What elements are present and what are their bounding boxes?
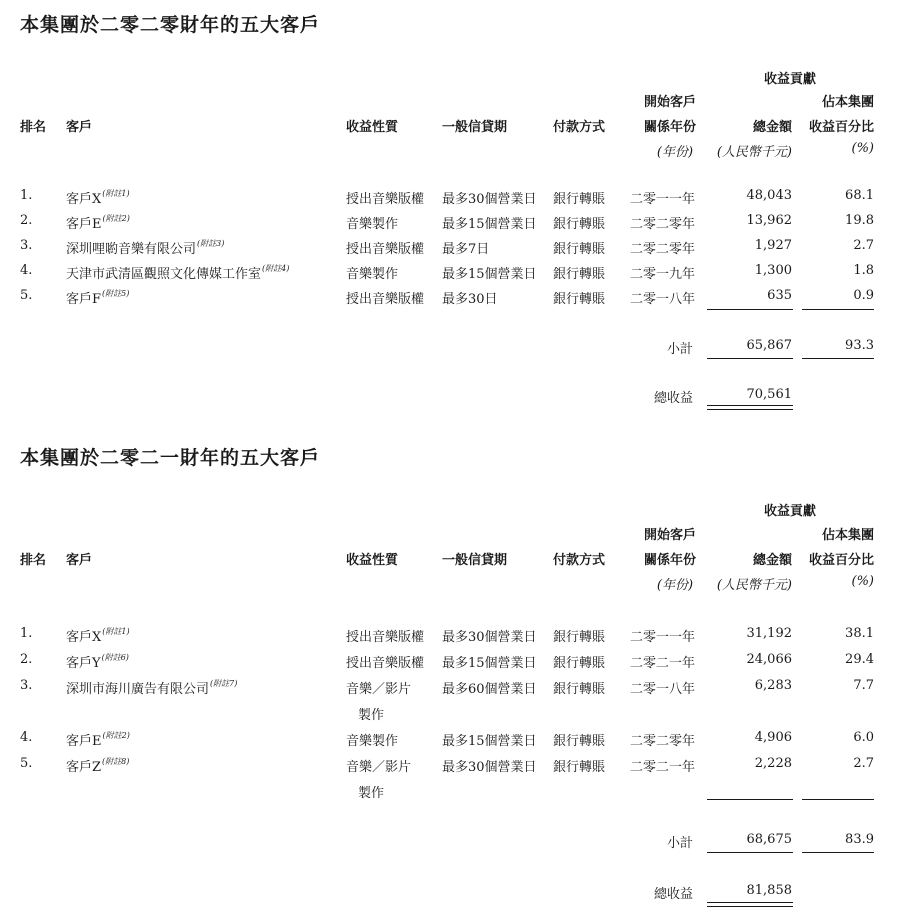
nature-cell: 授出音樂版權 [346, 630, 425, 645]
start-year-unit: (年份) [656, 145, 694, 160]
pct-cell: 68.1 [845, 188, 874, 203]
nature-cell: 音樂／影片 [346, 760, 412, 775]
subtotal-label: 小計 [666, 342, 693, 357]
credit-cell: 最多15個營業日 [442, 217, 537, 232]
nature-cell-line2: 製作 [358, 708, 385, 723]
amount-cell: 31,192 [746, 626, 792, 641]
year-cell: 二零二零年 [630, 217, 696, 232]
customer-cell: 客戶X$^{(附註1)}$ [66, 627, 130, 645]
nature-cell: 授出音樂版權 [346, 292, 425, 307]
footnote-ref: (附註5) [102, 289, 130, 298]
amount-cell: 6,283 [754, 678, 792, 693]
subtotal-amount: 68,675 [746, 832, 792, 847]
payment-header: 付款方式 [553, 553, 606, 568]
subtotal-pct: 93.3 [845, 338, 874, 353]
year-cell: 二零二一年 [630, 760, 696, 775]
year-cell: 二零一八年 [630, 682, 696, 697]
start-year-header: 關係年份 [643, 120, 696, 135]
total-amount: 81,858 [746, 883, 792, 898]
pct-unit: (%) [851, 141, 874, 156]
subtotal-underline [707, 852, 793, 853]
start-year-unit: (年份) [656, 578, 694, 593]
nature-cell: 音樂／影片 [346, 682, 412, 697]
pct-cell: 2.7 [853, 238, 874, 253]
footnote-ref: (附註2) [102, 214, 130, 223]
nature-cell-line2: 製作 [358, 786, 385, 801]
credit-cell: 最多30個營業日 [442, 192, 537, 207]
customer-cell: 客戶Y$^{(附註6)}$ [66, 653, 129, 671]
pct-cell: 0.9 [853, 288, 874, 303]
pct-header: 收益百分比 [808, 120, 874, 135]
rank-cell: 5. [20, 756, 33, 771]
subtotal-rule [707, 799, 793, 800]
total-amount: 70,561 [746, 387, 792, 402]
rank-header: 排名 [20, 120, 47, 135]
revenue-group-label: 收益貢獻 [763, 504, 816, 519]
subtotal-rule [802, 309, 874, 310]
rank-cell: 4. [20, 730, 33, 745]
amount-cell: 635 [767, 288, 792, 303]
credit-cell: 最多7日 [442, 242, 490, 257]
year-cell: 二零一九年 [630, 267, 696, 282]
customer-cell: 客戶X$^{(附註1)}$ [66, 189, 130, 207]
nature-cell: 授出音樂版權 [346, 656, 425, 671]
rank-cell: 3. [20, 678, 33, 693]
payment-cell: 銀行轉賬 [553, 292, 606, 307]
credit-cell: 最多15個營業日 [442, 734, 537, 749]
section-title: 本集團於二零二一財年的五大客戶 [20, 447, 321, 469]
footnote-ref: (附註3) [197, 239, 225, 248]
subtotal-underline [802, 852, 874, 853]
credit-cell: 最多30日 [442, 292, 498, 307]
pct-cell: 19.8 [845, 213, 874, 228]
amount-cell: 1,300 [754, 263, 792, 278]
footnote-ref: (附註6) [101, 653, 129, 662]
nature-cell: 授出音樂版權 [346, 242, 425, 257]
credit-header: 一般信貸期 [442, 120, 508, 135]
credit-cell: 最多15個營業日 [442, 656, 537, 671]
pct-cell: 7.7 [853, 678, 874, 693]
section-title: 本集團於二零二零財年的五大客戶 [20, 14, 321, 36]
pct-cell: 6.0 [853, 730, 874, 745]
amount-cell: 24,066 [746, 652, 792, 667]
subtotal-rule [802, 799, 874, 800]
subtotal-underline [707, 358, 793, 359]
amount-cell: 4,906 [754, 730, 792, 745]
year-cell: 二零一一年 [630, 630, 696, 645]
credit-header: 一般信貸期 [442, 553, 508, 568]
customer-header: 客戶 [66, 120, 93, 135]
year-cell: 二零二零年 [630, 242, 696, 257]
footnote-ref: (附註1) [102, 627, 130, 636]
start-year-header: 開始客戶 [643, 95, 696, 110]
year-cell: 二零二零年 [630, 734, 696, 749]
year-cell: 二零一八年 [630, 292, 696, 307]
credit-cell: 最多30個營業日 [442, 630, 537, 645]
customer-cell: 深圳哩喲音樂有限公司$^{(附註3)}$ [66, 239, 225, 257]
rank-header: 排名 [20, 553, 47, 568]
pct-cell: 2.7 [853, 756, 874, 771]
amount-header: 總金額 [752, 120, 792, 135]
nature-cell: 音樂製作 [346, 267, 399, 282]
pct-unit: (%) [851, 574, 874, 589]
payment-cell: 銀行轉賬 [553, 217, 606, 232]
customer-cell: 客戶F$^{(附註5)}$ [66, 289, 130, 307]
customer-header: 客戶 [66, 553, 93, 568]
rank-cell: 5. [20, 288, 33, 303]
total-double-underline [707, 405, 793, 410]
rank-cell: 2. [20, 652, 33, 667]
total-label: 總收益 [653, 391, 693, 406]
footnote-ref: (附註2) [102, 731, 130, 740]
subtotal-amount: 65,867 [746, 338, 792, 353]
customer-cell: 天津市武清區觀照文化傳媒工作室$^{(附註4)}$ [66, 264, 290, 282]
amount-unit: (人民幣千元) [716, 145, 792, 160]
nature-cell: 音樂製作 [346, 217, 399, 232]
payment-cell: 銀行轉賬 [553, 630, 606, 645]
year-cell: 二零二一年 [630, 656, 696, 671]
amount-unit: (人民幣千元) [716, 578, 792, 593]
payment-cell: 銀行轉賬 [553, 760, 606, 775]
nature-header: 收益性質 [346, 553, 399, 568]
amount-cell: 1,927 [754, 238, 792, 253]
rank-cell: 1. [20, 626, 33, 641]
footnote-ref: (附註1) [102, 189, 130, 198]
customer-cell: 客戶E$^{(附註2)}$ [66, 214, 130, 232]
rank-cell: 4. [20, 263, 33, 278]
pct-header: 佔本集團 [821, 528, 874, 543]
payment-cell: 銀行轉賬 [553, 192, 606, 207]
rank-cell: 1. [20, 188, 33, 203]
year-cell: 二零一一年 [630, 192, 696, 207]
subtotal-pct: 83.9 [845, 832, 874, 847]
payment-cell: 銀行轉賬 [553, 656, 606, 671]
total-label: 總收益 [653, 887, 693, 902]
customer-cell: 客戶Z$^{(附註8)}$ [66, 757, 130, 775]
rank-cell: 2. [20, 213, 33, 228]
amount-header: 總金額 [752, 553, 792, 568]
customer-cell: 客戶E$^{(附註2)}$ [66, 731, 130, 749]
footnote-ref: (附註7) [210, 679, 238, 688]
pct-cell: 38.1 [845, 626, 874, 641]
payment-header: 付款方式 [553, 120, 606, 135]
pct-header: 收益百分比 [808, 553, 874, 568]
pct-cell: 29.4 [845, 652, 874, 667]
amount-cell: 48,043 [746, 188, 792, 203]
payment-cell: 銀行轉賬 [553, 267, 606, 282]
pct-cell: 1.8 [853, 263, 874, 278]
nature-cell: 音樂製作 [346, 734, 399, 749]
nature-cell: 授出音樂版權 [346, 192, 425, 207]
amount-cell: 13,962 [746, 213, 792, 228]
revenue-group-label: 收益貢獻 [763, 72, 816, 87]
credit-cell: 最多60個營業日 [442, 682, 537, 697]
payment-cell: 銀行轉賬 [553, 682, 606, 697]
amount-cell: 2,228 [754, 756, 792, 771]
start-year-header: 開始客戶 [643, 528, 696, 543]
footnote-ref: (附註8) [102, 757, 130, 766]
nature-header: 收益性質 [346, 120, 399, 135]
credit-cell: 最多30個營業日 [442, 760, 537, 775]
subtotal-rule [707, 309, 793, 310]
rank-cell: 3. [20, 238, 33, 253]
subtotal-label: 小計 [666, 836, 693, 851]
subtotal-underline [802, 358, 874, 359]
payment-cell: 銀行轉賬 [553, 242, 606, 257]
pct-header: 佔本集團 [821, 95, 874, 110]
payment-cell: 銀行轉賬 [553, 734, 606, 749]
credit-cell: 最多15個營業日 [442, 267, 537, 282]
total-double-underline [707, 902, 793, 907]
customer-cell: 深圳市海川廣告有限公司$^{(附註7)}$ [66, 679, 238, 697]
start-year-header: 關係年份 [643, 553, 696, 568]
footnote-ref: (附註4) [262, 264, 290, 273]
